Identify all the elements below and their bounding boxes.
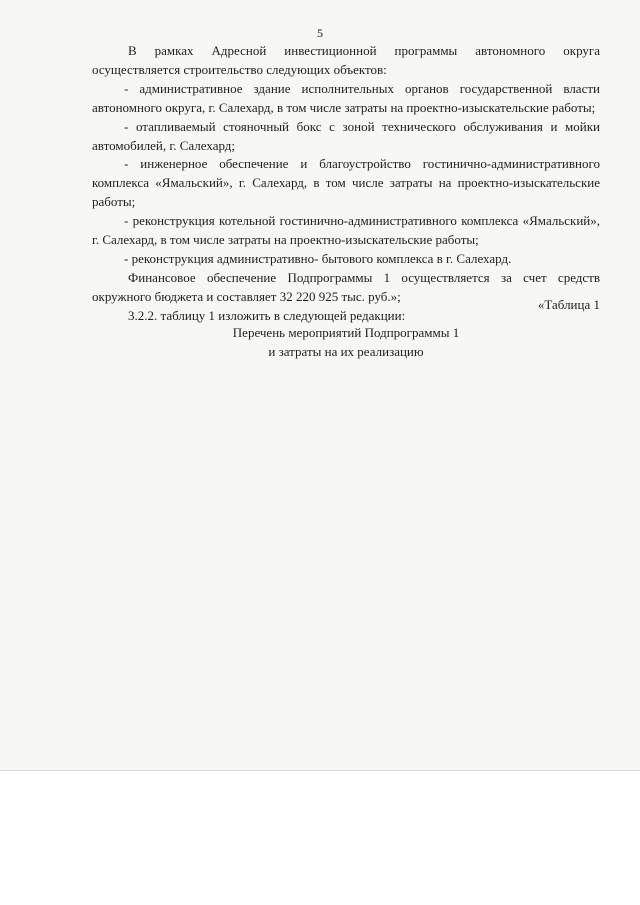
document-body bbox=[92, 42, 600, 326]
paragraph-financing: Финансовое обеспечение Подпрограммы 1 осуществляется за счет средств окружного бюджета и составляет 32 220 925 тыс. руб.»; bbox=[92, 269, 600, 304]
paragraph-intro: В рамках Адресной инвестиционной программы автономного округа осуществляется строительство следующих объектов: bbox=[92, 43, 600, 77]
page-number: 5 bbox=[317, 26, 323, 40]
list-item-household-complex: - реконструкция административно- бытового комплекса в г. Салехард. bbox=[124, 250, 512, 266]
table-title bbox=[92, 324, 600, 362]
table-title-line-1: Перечень мероприятий Подпрограммы 1 bbox=[232, 325, 460, 340]
list-item-boiler-reconstruction: - реконструкция котельной гостинично-административного комплекса «Ямальский», г. Салехард, в том числе затраты на проектно-изыскательские работы; bbox=[92, 213, 600, 248]
list-item-engineering: - инженерное обеспечение и благоустройство гостинично-административного комплекса «Ямальский», г. Салехард, в том числе затраты на проектно-изыскательские работы; bbox=[92, 156, 600, 210]
table-title-line-2: и затраты на их реализацию bbox=[268, 343, 424, 359]
list-item-admin-building: - административное здание исполнительных органов государственной власти автономного округа, г. Салехард, в том числе затраты на проектно-изыскательские работы; bbox=[92, 80, 600, 115]
paragraph-table-instruction: 3.2.2. таблицу 1 изложить в следующей редакции: bbox=[128, 307, 406, 323]
table-label: «Таблица 1 bbox=[537, 297, 600, 312]
scan-edge-line bbox=[0, 770, 640, 771]
list-item-parking-box: - отапливаемый стояночный бокс с зоной технического обслуживания и мойки автомобилей, г. Салехард; bbox=[92, 118, 600, 153]
